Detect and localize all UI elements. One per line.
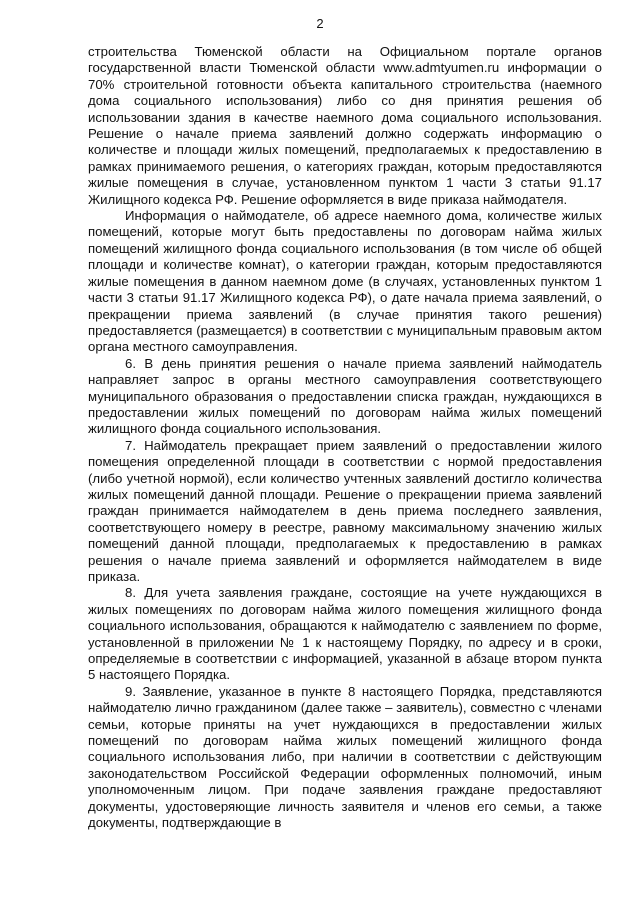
paragraph-landlord-info: Информация о наймодателе, об адресе наемного дома, количестве жилых помещений, которые могут быть предоставлены по договорам найма жилых помещений жилищного фонда социального использования (в том числе об общей площади и количестве комнат), о категории граждан, которым предоставляются жилые помещения в данном наемном доме (в случаях, установленных пунктом 1 части 3 статьи 91.17 Жилищного кодекса РФ), о дате начала приема заявлений, о прекращении приема заявлений (в случае принятия такого решения) предоставляется (размещается) в соответствии с муниципальным правовым актом органа местного самоуправления.	[88, 208, 602, 355]
paragraph-item-8: 8. Для учета заявления граждане, состоящие на учете нуждающихся в жилых помещениях по договорам найма жилого помещения жилищного фонда социального использования, обращаются к наймодателю с заявлением по форме, установленной в приложении № 1 к настоящему Порядку, по адресу и в сроки, определяемые в соответствии с информацией, указанной в абзаце втором пункта 5 настоящего Порядка.	[88, 585, 602, 683]
paragraph-item-7: 7. Наймодатель прекращает прием заявлений о предоставлении жилого помещения определенной площади в соответствии с нормой предоставления (либо учетной нормой), если количество учтенных заявлений достигло количества жилых помещений данной площади. Решение о прекращении приема заявлений граждан принимается наймодателем в день приема последнего заявления, соответствующего номеру в реестре, равному максимальному значению жилых помещений данной площади, предполагаемых к предоставлению в рамках решения о начале приема заявлений и оформляется наймодателем в виде приказа.	[88, 437, 602, 584]
paragraph-item-9: 9. Заявление, указанное в пункте 8 настоящего Порядка, представляются наймодателю лично гражданином (далее также – заявитель), совместно с членами семьи, которые приняты на учет нуждающихся в предоставлении жилых помещений по договорам найма жилых помещений жилищного фонда социального использования либо, при наличии в соответствии с действующим законодательством Российской Федерации оформленных полномочий, иным уполномоченным лицом. При подаче заявления граждане предоставляют документы, удостоверяющие личность заявителя и членов его семьи, а также документы, подтверждающие в	[88, 683, 602, 831]
document-body	[88, 44, 602, 832]
page-number: 2	[316, 16, 324, 31]
paragraph-continuation: строительства Тюменской области на Официальном портале органов государственной власти Тюменской области www.admtyumen.ru информации о 70% строительной готовности объекта капитального строительства (наемного дома социального использования) либо со дня принятия решения об использовании здания в качестве наемного дома социального использования. Решение о начале приема заявлений должно содержать информацию о количестве и площади жилых помещений, предполагаемых к предоставлению в рамках принимаемого решения, о категориях граждан, которым предоставляются жилые помещения в случае, установленном пунктом 1 части 3 статьи 91.17 Жилищного кодекса РФ. Решение оформляется в виде приказа наймодателя.	[88, 44, 602, 207]
paragraph-item-6: 6. В день принятия решения о начале приема заявлений наймодатель направляет запрос в органы местного самоуправления соответствующего муниципального образования о предоставлении списка граждан, нуждающихся в предоставлении жилых помещений по договорам найма жилых помещений жилищного фонда социального использования.	[88, 355, 602, 437]
